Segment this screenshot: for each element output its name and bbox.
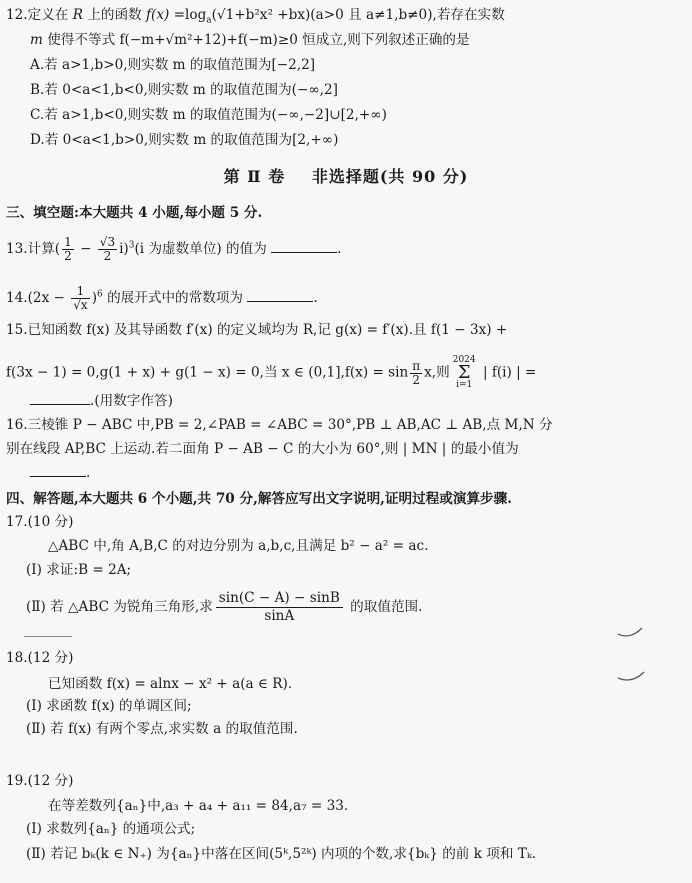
q17-fraction (216, 590, 343, 625)
q15-line3 (6, 392, 173, 410)
q18-part2: (Ⅱ) 若 f(x) 有两个零点,求实数 a 的取值范围. (26, 721, 298, 737)
pen-mark-icon (612, 618, 652, 698)
q14-period: . (313, 290, 318, 306)
section4-heading: 四、解答题,本大题共 6 个小题,共 70 分,解答应写出文字说明,证明过程或演算步骤. (6, 491, 512, 507)
q13-answer-blank[interactable] (271, 240, 337, 253)
sum-lower: i=1 (456, 380, 473, 390)
q12-text: 使得不等式 f(−m+√m²+12)+f(−m)≥0 恒成立,则下列叙述正确的是 (47, 32, 470, 48)
q13-fraction-2 (98, 236, 117, 263)
q12-log: =log (173, 7, 207, 23)
q12-function: f(x) (146, 7, 170, 23)
frac-den: 2 (412, 372, 420, 387)
q17-part2 (26, 590, 422, 625)
q18-part1: (Ⅰ) 求函数 f(x) 的单调区间; (26, 698, 192, 714)
q13-exponent: 3 (128, 240, 135, 251)
q19-part1: (Ⅰ) 求数列{aₙ} 的通项公式; (26, 821, 196, 837)
section3-heading: 三、填空题:本大题共 4 小题,每小题 5 分. (6, 205, 263, 221)
q14-text: 14.(2x − (6, 290, 70, 306)
q15-line1: 15.已知函数 f(x) 及其导函数 f′(x) 的定义域均为 R,记 g(x) = f′(x).且 f(1 − 3x) + (6, 322, 508, 338)
q12-var-m: m (30, 32, 43, 48)
part2-title (0, 164, 692, 187)
q14-line (6, 285, 318, 312)
q18-stem: 已知函数 f(x) = alnx − x² + a(a ∈ R). (48, 676, 293, 692)
q12-text: 12.定义在 (6, 7, 69, 23)
q15-summation (453, 356, 476, 390)
q13-text: i) (119, 241, 129, 257)
q16-answer-blank[interactable] (30, 464, 86, 477)
q13-text: (i 为虚数单位) 的值为 (134, 241, 267, 257)
q17-text: (Ⅱ) 若 △ABC 为锐角三角形,求 (26, 599, 213, 615)
q15-text: x,则 (424, 364, 450, 381)
sum-symbol: Σ (457, 362, 471, 383)
frac-num: √3 (99, 235, 116, 249)
q15-text: f(3x − 1) = 0,g(1 + x) + g(1 − x) = 0,当 x ∈ (0,1],f(x) = sin (6, 364, 409, 381)
q13-period: . (337, 241, 342, 257)
q13-line (6, 236, 341, 263)
q13-fraction-1 (62, 236, 74, 263)
q15-text: .(用数字作答) (90, 393, 173, 409)
q14-exponent: 6 (97, 289, 103, 300)
frac-num: sin(C − A) − sinB (216, 590, 343, 608)
q18-heading: 18.(12 分) (6, 650, 74, 666)
frac-den: 2 (103, 249, 112, 263)
q17-part1: (Ⅰ) 求证:B = 2A; (26, 562, 132, 578)
q12-option-d: D.若 0<a<1,b>0,则实数 m 的取值范围为[2,+∞) (30, 132, 339, 148)
q16-line3 (6, 464, 90, 482)
part2-title-right: 非选择题(共 90 分) (311, 167, 469, 186)
q12-line2 (30, 31, 470, 49)
sum-upper: 2024 (452, 355, 476, 365)
q17-stem: △ABC 中,角 A,B,C 的对边分别为 a,b,c,且满足 b² − a² = ac. (48, 538, 429, 554)
q12-domain: R (72, 7, 83, 23)
q15-text: | f(i) | = (478, 364, 537, 381)
q12-line1 (6, 6, 505, 30)
q16-text: . (86, 465, 91, 481)
frac-num: 1 (64, 235, 72, 249)
q15-line2 (6, 356, 536, 390)
frac-den: 2 (64, 249, 72, 263)
q12-text: (√1+b²x² +bx)(a>0 且 a≠1,b≠0),若存在实数 (211, 7, 505, 23)
q14-answer-blank[interactable] (247, 289, 313, 302)
q17-heading: 17.(10 分) (6, 514, 74, 530)
q15-answer-blank[interactable] (30, 392, 90, 405)
q16-line2: 别在线段 AP,BC 上运动.若二面角 P − AB − C 的大小为 60°,则 | MN | 的最小值为 (6, 441, 519, 457)
frac-num: π (412, 358, 421, 373)
part2-title-left: 第 Ⅱ 卷 (223, 167, 286, 186)
q16-line1: 16.三棱锥 P − ABC 中,PB = 2,∠PAB = ∠ABC = 30°,PB ⊥ AB,AC ⊥ AB,点 M,N 分 (6, 417, 553, 433)
q15-pi-fraction (410, 360, 422, 387)
q19-stem: 在等差数列{aₙ}中,a₃ + a₄ + a₁₁ = 84,a₇ = 33. (48, 798, 349, 814)
separator-line (24, 636, 72, 637)
q19-heading: 19.(12 分) (6, 773, 74, 789)
q14-text: 的展开式中的常数项为 (102, 290, 244, 306)
frac-den: sinA (264, 608, 295, 624)
q12-log-base: a (206, 15, 212, 26)
q19-part2: (Ⅱ) 若记 bₖ(k ∈ N₊) 为{aₙ}中落在区间(5ᵏ,5²ᵏ) 内项的个数,求{bₖ} 的前 k 项和 Tₖ. (26, 846, 537, 862)
q13-minus: − (75, 241, 96, 257)
q12-option-b: B.若 0<a<1,b<0,则实数 m 的取值范围为(−∞,2] (30, 82, 338, 98)
q12-option-a: A.若 a>1,b>0,则实数 m 的取值范围为[−2,2] (30, 57, 316, 73)
q14-fraction (71, 285, 89, 312)
q17-text: 的取值范围. (345, 599, 423, 615)
frac-den: √x (73, 298, 88, 312)
frac-num: 1 (71, 285, 89, 299)
q13-text: 13.计算( (6, 241, 61, 257)
q14-text: ) (91, 290, 98, 306)
q12-option-c: C.若 a>1,b<0,则实数 m 的取值范围为(−∞,−2]∪[2,+∞) (30, 107, 387, 123)
q12-text: 上的函数 (87, 7, 142, 23)
